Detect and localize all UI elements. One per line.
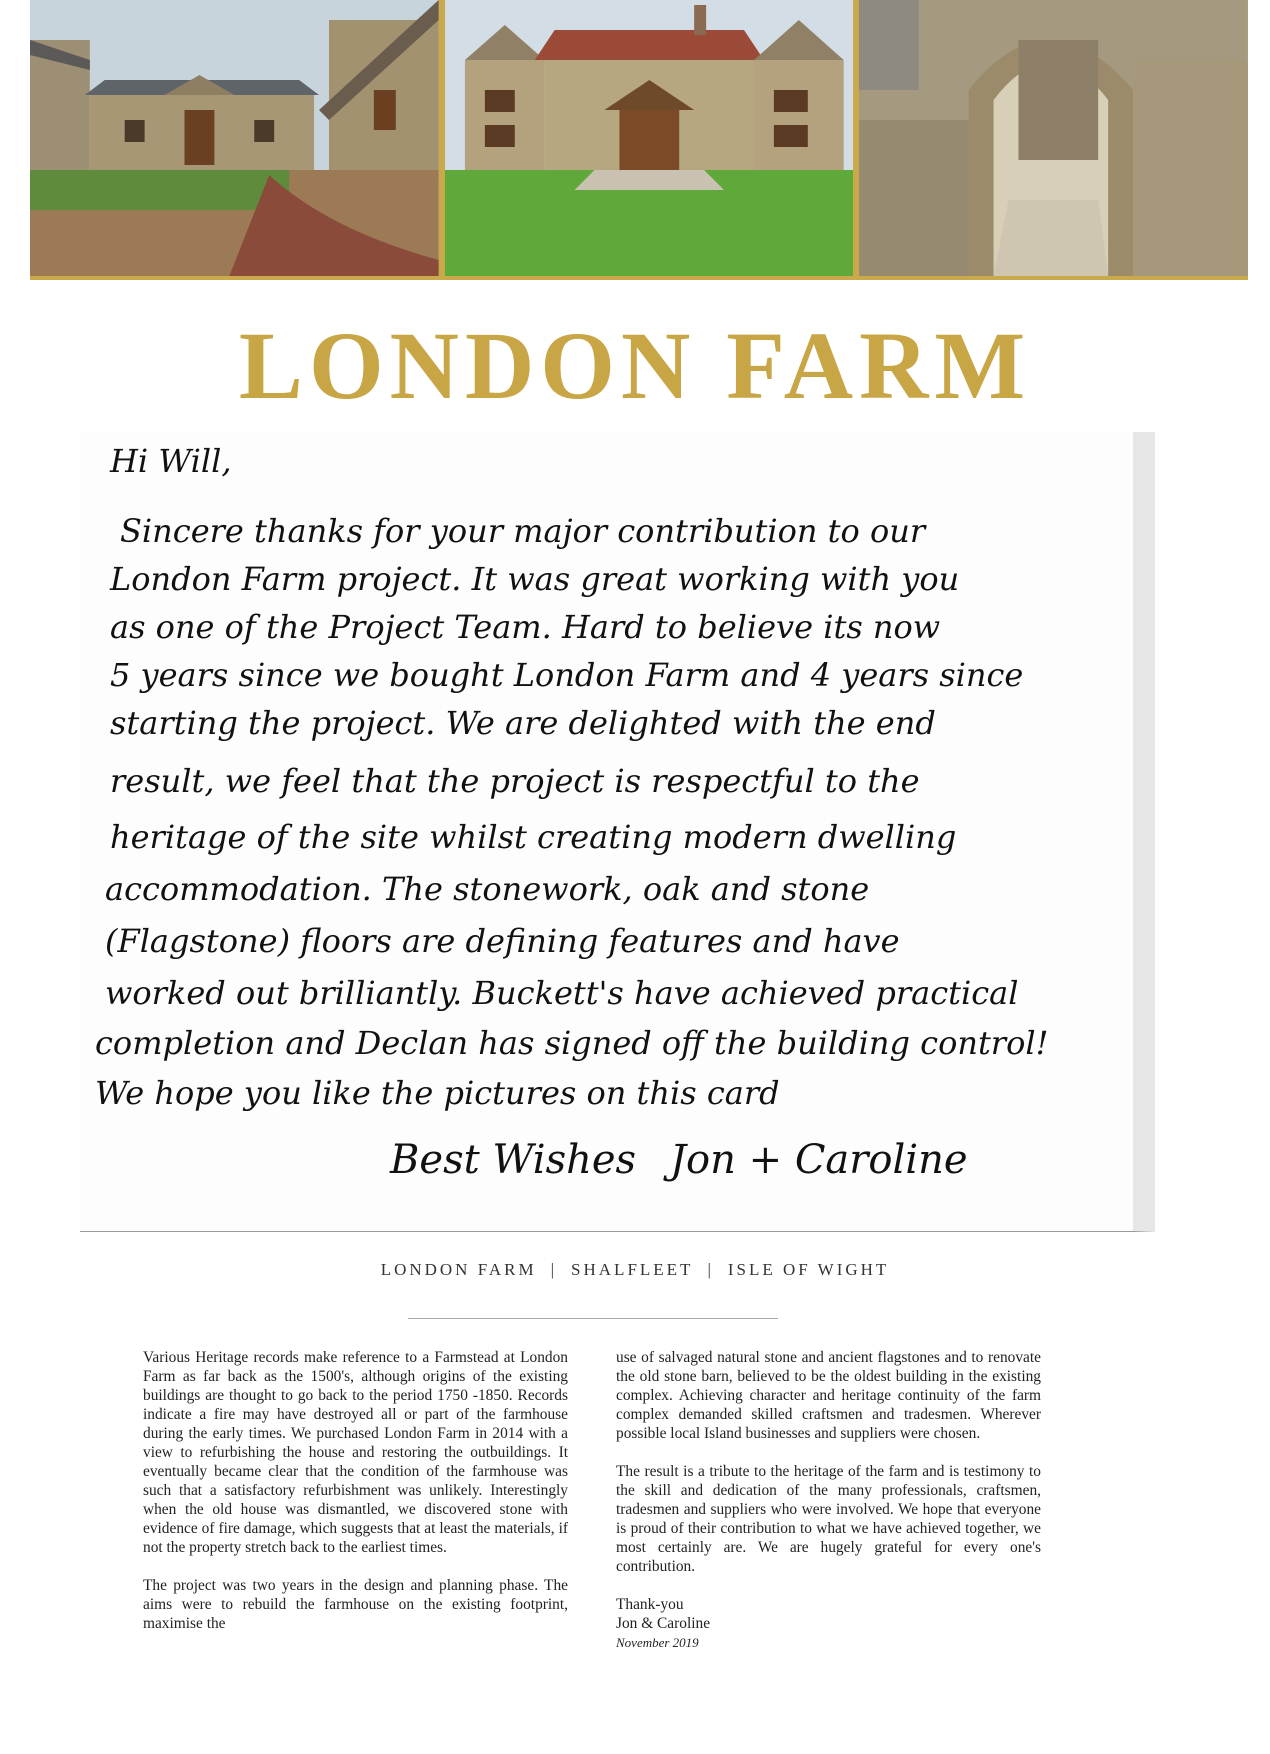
location-strapline [0,1260,1270,1280]
divider [408,1318,778,1319]
letter-line: worked out brilliantly. Buckett's have achieved practical [105,974,1019,1012]
letter-line: heritage of the site whilst creating modern dwelling [110,818,957,856]
strapline-separator: | [707,1260,714,1279]
strapline-item: ISLE OF WIGHT [727,1260,890,1279]
letter-greeting: Hi Will, [110,442,232,480]
letter-date: November 2019 [616,1635,699,1650]
body-column-right [616,1348,1041,1652]
signature-block [616,1595,1041,1652]
letter-line: result, we feel that the project is respectful to the [110,762,920,800]
photo-barn-courtyard [30,0,439,276]
letter-line: accommodation. The stonework, oak and stone [105,870,870,908]
letter-line: completion and Declan has signed off the building control! [95,1024,1049,1062]
handwritten-card [80,432,1155,1232]
letter-signoff: Best Wishes [390,1137,637,1183]
photo-stone-archway [859,0,1248,276]
strapline-item: LONDON FARM [380,1260,537,1279]
body-paragraph: Various Heritage records make reference to a Farmstead at London Farm as far back as the 1500's, although origins of the existing buildings are thought to go back to the period 1750 -1850. Records indicate a fire may have destroyed all or part of the farmhouse during the early times. We purchased London Farm in 2014 with a view to refurbishing the house and restoring the outbuildings. It eventually became clear that the condition of the farmhouse was such that a satisfactory refurbishment was unlikely. Interestingly when the old house was dismantled, we discovered stone with evidence of fire damage, which suggests that at least the materials, if not the property stretch back to the earliest times. [143,1349,568,1556]
letter-line: starting the project. We are delighted with the end [110,704,936,742]
letter-line: 5 years since we bought London Farm and 4 years since [110,656,1024,694]
letter-line: We hope you like the pictures on this card [95,1074,780,1112]
strapline-separator: | [550,1260,558,1279]
thanks-text: Thank-you [616,1596,684,1613]
photo-strip [30,0,1248,280]
signatory-names: Jon & Caroline [616,1615,711,1632]
page-title: LONDON FARM [238,312,1032,419]
body-paragraph: use of salvaged natural stone and ancient flagstones and to renovate the old stone barn, believed to be the oldest building in the existing complex. Achieving character and heritage continuity of the farm complex demanded skilled craftsmen and tradesmen. Wherever possible local Island businesses and suppliers were chosen. [616,1349,1041,1442]
body-column-left [143,1348,568,1652]
body-paragraph: The project was two years in the design and planning phase. The aims were to rebuild the farmhouse on the existing footprint, maximise the [143,1577,568,1632]
body-paragraph: The result is a tribute to the heritage of the farm and is testimony to the skill and dedication of the many professionals, craftsmen, tradesmen and suppliers who were involved. We hope that everyone is proud of their contribution to what we have achieved together, we most certainly are. We are hugely grateful for every one's contribution. [616,1463,1041,1575]
letter-signature: Jon + Caroline [670,1137,968,1183]
strapline-item: SHALFLEET [571,1260,694,1279]
letter-line: London Farm project. It was great working with you [110,560,960,598]
letter-line: Sincere thanks for your major contribution to our [120,512,926,550]
letter-line: as one of the Project Team. Hard to believe its now [110,608,941,646]
photo-farmhouse [445,0,854,276]
letter-line: (Flagstone) floors are defining features and have [105,922,900,960]
